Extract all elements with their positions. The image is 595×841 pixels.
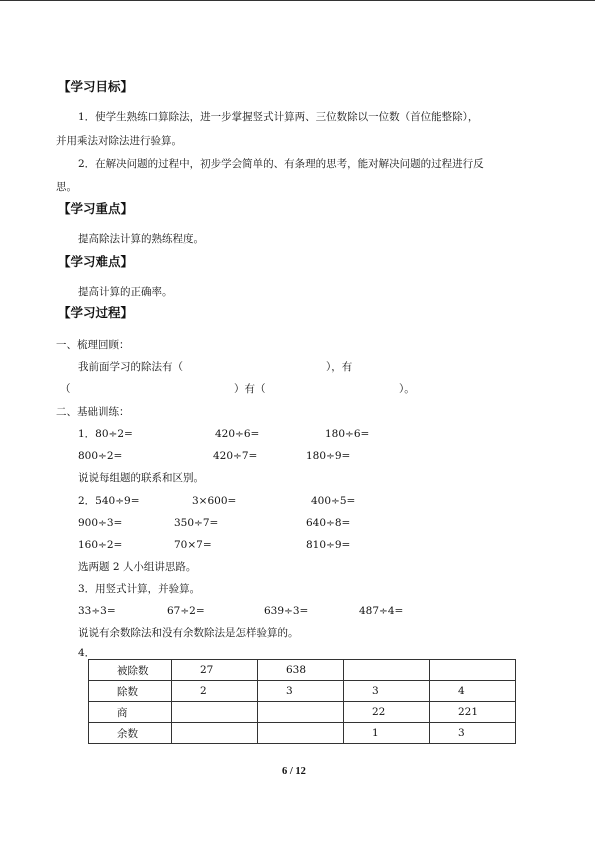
review-line1-start: 我前面学习的除法有（ — [78, 361, 183, 373]
table-cell — [258, 723, 344, 744]
q3-expr: 639÷3= — [264, 605, 309, 617]
q3-title: 3．用竖式计算，并验算。 — [78, 583, 201, 595]
table-cell — [258, 702, 344, 723]
q4-label: 4． — [78, 647, 96, 659]
q2-expr: 400÷5= — [311, 495, 356, 507]
q2-note: 选两题 2 人小组讲思路。 — [78, 561, 197, 573]
table-cell — [344, 660, 430, 681]
table-cell: 3 — [258, 681, 344, 702]
key-points-text: 提高除法计算的熟练程度。 — [78, 233, 204, 245]
table-cell: 4 — [430, 681, 516, 702]
q1-expr: 800÷2= — [78, 450, 123, 462]
table-cell: 2 — [172, 681, 258, 702]
table-cell: 余数 — [89, 723, 172, 744]
q2-expr: 810÷9= — [306, 539, 351, 551]
q2-expr: 70×7= — [174, 539, 212, 551]
difficulties-text: 提高计算的正确率。 — [78, 286, 173, 298]
table-cell: 27 — [172, 660, 258, 681]
table-row — [89, 660, 516, 681]
review-line2-open: （ — [60, 383, 71, 395]
table-cell — [172, 702, 258, 723]
heading-key-points: 【学习重点】 — [58, 201, 134, 216]
table-cell: 1 — [344, 723, 430, 744]
goal-1-line-2: 并用乘法对除法进行验算。 — [56, 135, 182, 147]
q1-expr: 1．80÷2= — [78, 428, 133, 440]
review-line1-end: ），有 — [326, 361, 353, 373]
division-table — [88, 659, 516, 744]
table-cell: 商 — [89, 702, 172, 723]
table-cell: 22 — [344, 702, 430, 723]
q3-note: 说说有余数除法和没有余数除法是怎样验算的。 — [78, 627, 299, 639]
goal-2-line-1: 2．在解决问题的过程中，初步学会简单的、有条理的思考，能对解决问题的过程进行反 — [78, 158, 484, 170]
table-cell: 被除数 — [89, 660, 172, 681]
q2-expr: 3×600= — [192, 495, 237, 507]
heading-learning-process: 【学习过程】 — [58, 305, 134, 320]
q3-expr: 33÷3= — [78, 605, 116, 617]
table-row — [89, 681, 516, 702]
q2-expr: 900÷3= — [78, 517, 123, 529]
q1-note: 说说每组题的联系和区别。 — [78, 472, 204, 484]
q2-expr: 2．540÷9= — [78, 495, 140, 507]
table-cell: 3 — [344, 681, 430, 702]
table-cell: 除数 — [89, 681, 172, 702]
q2-expr: 640÷8= — [306, 517, 351, 529]
q1-expr: 420÷7= — [213, 450, 258, 462]
heading-difficulties: 【学习难点】 — [58, 254, 134, 269]
table-cell — [172, 723, 258, 744]
q1-expr: 420÷6= — [215, 428, 260, 440]
q2-expr: 350÷7= — [174, 517, 219, 529]
review-line2-mid: ）有（ — [234, 383, 266, 395]
table-cell — [430, 660, 516, 681]
q2-expr: 160÷2= — [78, 539, 123, 551]
q3-expr: 487÷4= — [359, 605, 404, 617]
review-title: 一、梳理回顾： — [56, 339, 130, 351]
table-cell: 638 — [258, 660, 344, 681]
heading-learning-goals: 【学习目标】 — [58, 79, 134, 94]
goal-1-line-1: 1．使学生熟练口算除法，进一步掌握竖式计算两、三位数除以一位数（首位能整除）， — [78, 111, 479, 123]
table-cell: 221 — [430, 702, 516, 723]
q1-expr: 180÷9= — [306, 450, 351, 462]
review-line2-end: ）。 — [399, 383, 415, 395]
training-title: 二、基础训练： — [56, 406, 130, 418]
table-cell: 3 — [430, 723, 516, 744]
q3-expr: 67÷2= — [167, 605, 205, 617]
table-row — [89, 702, 516, 723]
q1-expr: 180÷6= — [325, 428, 370, 440]
goal-2-line-2: 思。 — [56, 181, 77, 193]
page-number: 6 / 12 — [282, 766, 306, 777]
table-row — [89, 723, 516, 744]
